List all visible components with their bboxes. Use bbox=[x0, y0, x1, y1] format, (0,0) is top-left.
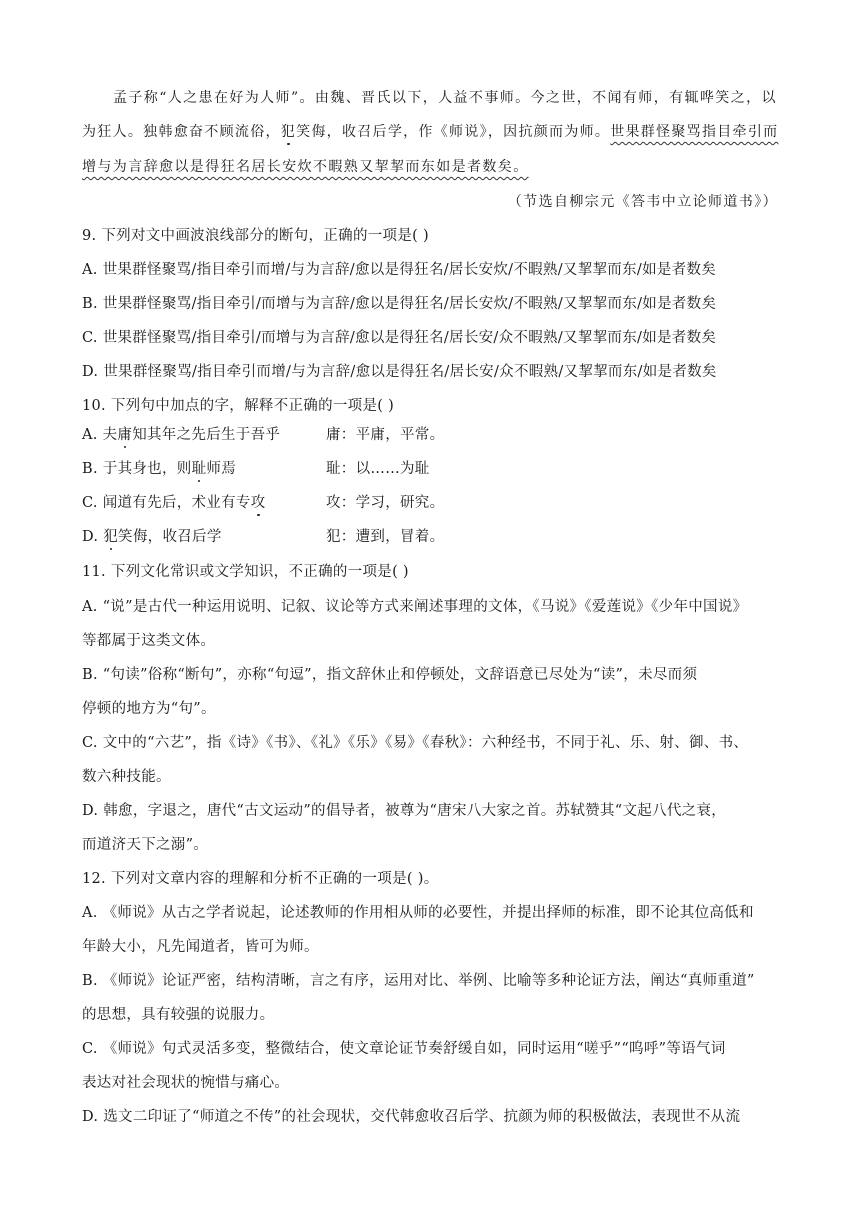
emphasis-char: 庸 bbox=[117, 427, 133, 443]
q9-option-c[interactable]: C. 世果群怪聚骂/指目牵引/而增与为言辞/愈以是得狂名/居长安/众不暇熟/又挈挈而东/如是者数矣 bbox=[82, 330, 717, 346]
passage-line-2 bbox=[82, 122, 778, 142]
wavy-underlined-text: 世果群怪聚骂指目牵引而 bbox=[610, 124, 779, 140]
q11-option-c-cont: 数六种技能。 bbox=[82, 769, 171, 785]
q10-option-d[interactable] bbox=[82, 527, 222, 547]
option-text: D. bbox=[82, 529, 104, 545]
q9-option-d[interactable]: D. 世果群怪聚骂/指目牵引而增/与为言辞/愈以是得狂名/居长安/众不暇熟/又挈挈而东/如是者数矣 bbox=[82, 364, 717, 380]
q10-option-b[interactable] bbox=[82, 459, 236, 479]
q12-option-a-cont: 年龄大小，凡先闻道者，皆可为师。 bbox=[82, 939, 319, 955]
q11-option-b[interactable]: B. “句读”俗称“断句”，亦称“句逗”，指文辞休止和停顿处，文辞语意已尽处为“读”，未尽而须 bbox=[82, 667, 698, 683]
option-text: 师焉 bbox=[206, 461, 236, 477]
q12-option-d[interactable]: D. 选文二印证了“师道之不传”的社会现状，交代韩愈收召后学、抗颜为师的积极做法，表现世不从流 bbox=[82, 1109, 741, 1125]
question-12-stem: 12. 下列对文章内容的理解和分析不正确的一项是( )。 bbox=[82, 871, 439, 887]
wavy-underlined-text: 增与为言辞愈以是得狂名居长安炊不暇熟又挈挈而东如是者数矣。 bbox=[82, 159, 529, 175]
q10-option-a-gloss: 庸：平庸，平常。 bbox=[326, 427, 445, 443]
q11-option-d[interactable]: D. 韩愈，字退之，唐代“古文运动”的倡导者，被尊为“唐宋八大家之首。苏轼赞其“文起八代之衰， bbox=[82, 803, 727, 819]
q11-option-c[interactable]: C. 文中的“六艺”，指《诗》《书》、《礼》《乐》《易》《春秋》：六种经书，不同于礼、乐、射、御、书、 bbox=[82, 735, 749, 751]
q10-option-c-gloss: 攻：学习，研究。 bbox=[326, 495, 445, 511]
emphasis-char: 耻 bbox=[191, 461, 207, 477]
q11-option-d-cont: 而道济天下之溺”。 bbox=[82, 837, 209, 853]
question-9-stem: 9. 下列对文中画波浪线部分的断句，正确的一项是( ) bbox=[82, 228, 429, 244]
q10-option-a[interactable] bbox=[82, 425, 280, 445]
emphasis-char: 攻 bbox=[250, 495, 266, 511]
q12-option-c[interactable]: C. 《师说》句式灵活多变，整微结合，使文章论证节奏舒缓自如，同时运用“嗟乎”“呜呼”等语气词 bbox=[82, 1041, 726, 1057]
q9-option-b[interactable]: B. 世果群怪聚骂/指目牵引/而增与为言辞/愈以是得狂名/居长安炊/不暇熟/又挈挈而东/如是者数矣 bbox=[82, 296, 717, 312]
option-text: C. 闻道有先后，术业有专 bbox=[82, 495, 251, 511]
question-11-stem: 11. 下列文化常识或文学知识，不正确的一项是( ) bbox=[82, 564, 409, 580]
passage-line-1: 孟子称“人之患在好为人师”。由魏、晋氏以下，人益不事师。今之世，不闻有师，有辄哗笑之，以 bbox=[113, 90, 777, 106]
question-10-stem: 10. 下列句中加点的字，解释不正确的一项是( ) bbox=[82, 398, 395, 414]
passage-line-3 bbox=[82, 157, 529, 177]
emphasis-char: 犯 bbox=[280, 124, 297, 140]
q11-option-a-cont: 等都属于这类文体。 bbox=[82, 633, 216, 649]
passage-source: （节选自柳宗元《答韦中立论师道书》） bbox=[507, 194, 778, 210]
q12-option-c-cont: 表达对社会现状的惋惜与痛心。 bbox=[82, 1075, 290, 1091]
option-text: B. 于其身也，则 bbox=[82, 461, 192, 477]
q11-option-b-cont: 停顿的地方为“句”。 bbox=[82, 701, 216, 717]
q11-option-a[interactable]: A. “说”是古代一种运用说明、记叙、议论等方式来阐述事理的文体，《马说》《爱莲说》《少年中国说》 bbox=[82, 599, 748, 615]
option-text: 知其年之先后生于吾乎 bbox=[132, 427, 281, 443]
q12-option-b[interactable]: B. 《师说》论证严密，结构清晰，言之有序，运用对比、举例、比喻等多种论证方法，阐达“真师重道” bbox=[82, 973, 755, 989]
option-text: 笑侮，收召后学 bbox=[118, 529, 222, 545]
option-text: A. 夫 bbox=[82, 427, 118, 443]
q9-option-a[interactable]: A. 世果群怪聚骂/指目牵引而增/与为言辞/愈以是得狂名/居长安炊/不暇熟/又挈挈而东/如是者数矣 bbox=[82, 262, 717, 278]
q10-option-b-gloss: 耻：以……为耻 bbox=[326, 461, 430, 477]
q10-option-d-gloss: 犯：遭到，冒着。 bbox=[326, 529, 445, 545]
emphasis-char: 犯 bbox=[103, 529, 119, 545]
passage-text: 为狂人。独韩愈奋不顾流俗， bbox=[82, 124, 281, 140]
q12-option-b-cont: 的思想，具有较强的说服力。 bbox=[82, 1007, 275, 1023]
q10-option-c[interactable] bbox=[82, 493, 266, 513]
passage-text: 笑侮，收召后学，作《师说》，因抗颜而为师。 bbox=[296, 124, 611, 140]
q12-option-a[interactable]: A. 《师说》从古之学者说起，论述教师的作用相从师的必要性，并提出择师的标准，即不论其位高低和 bbox=[82, 905, 754, 921]
